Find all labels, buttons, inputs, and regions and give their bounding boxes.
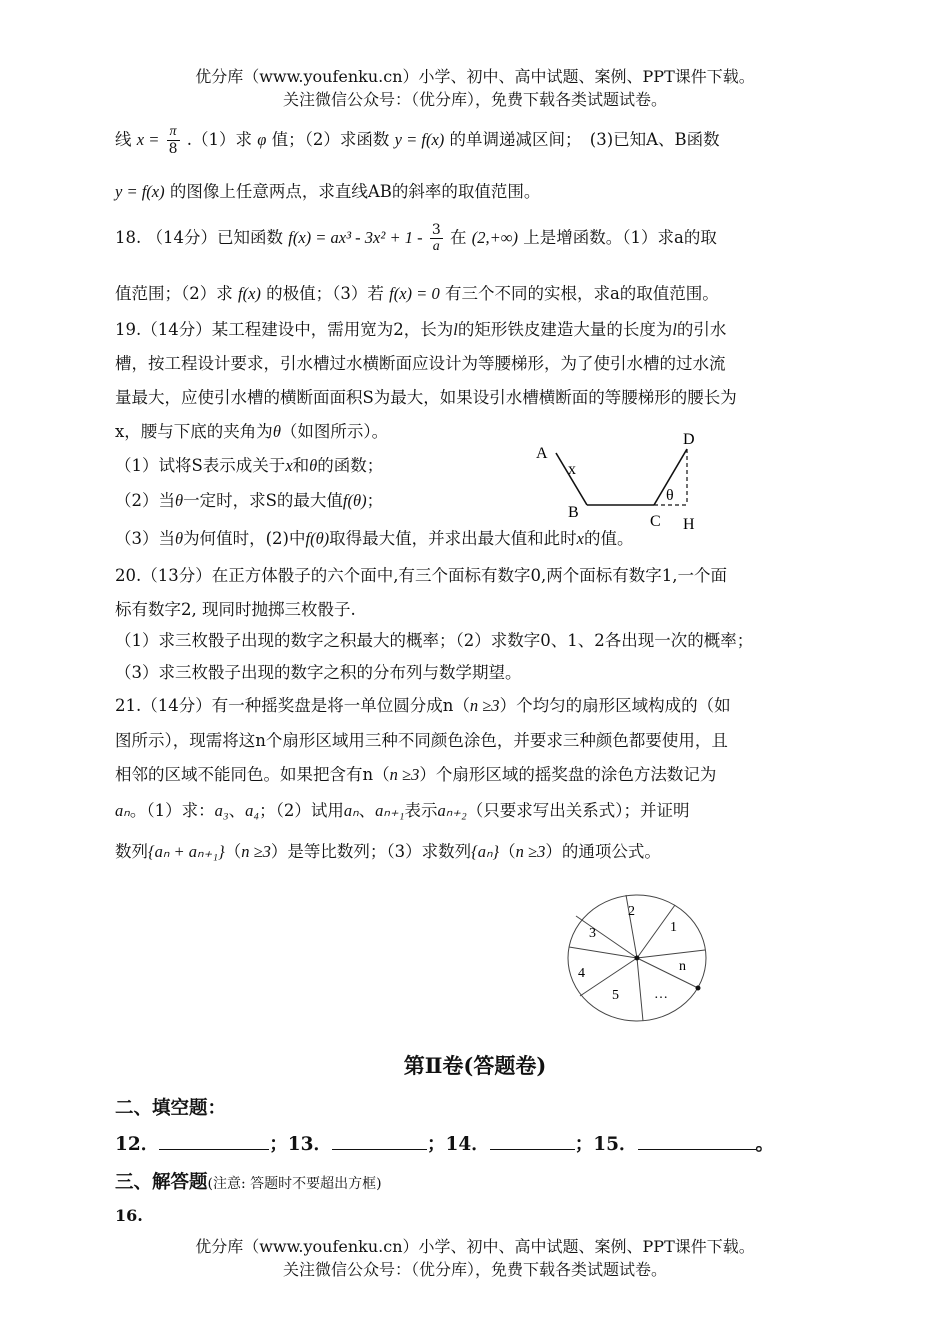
q19-p2c: ； xyxy=(366,491,384,510)
q21-l4b: ；（2）试用 xyxy=(259,801,344,820)
q18-interval: (2,+∞) xyxy=(471,228,519,247)
q20-line-4: （3）求三枚骰子出现的数字之积的分布列与数学期望。 xyxy=(115,663,522,682)
q12-label: 12． xyxy=(115,1134,160,1155)
trapezoid-figure xyxy=(530,425,710,535)
q21-l3a: 相邻的区域不能同色。如果把含有n（ xyxy=(115,765,390,784)
q18-eq: f(x) = 0 xyxy=(389,284,440,303)
q21-l1a: 21.（14分）有一种摇奖盘是将一单位圆分成n（ xyxy=(115,696,470,715)
phi-symbol: φ xyxy=(257,130,267,149)
q19-l1c: 的引水 xyxy=(676,320,727,339)
q18-interval-pre: 在 xyxy=(450,228,467,247)
q14-blank[interactable] xyxy=(490,1131,575,1150)
q18-number: 18. xyxy=(115,228,142,247)
sector-label-2: 2 xyxy=(628,904,635,919)
q19-l: l xyxy=(453,320,458,339)
wheel-center-dot xyxy=(635,956,640,961)
a-3: a₃ xyxy=(214,801,229,820)
q18-line-1 xyxy=(115,222,717,255)
q19-part-2 xyxy=(115,487,383,511)
q17-x-eq: x = xyxy=(136,130,160,149)
sector-label-5: 5 xyxy=(612,988,619,1003)
q21-line-1 xyxy=(115,692,731,716)
q18-l2a: 值范围；（2）求 xyxy=(115,284,233,303)
footer-line-2: 关注微信公众号：（优分库），免费下载各类试题试卷。 xyxy=(282,1260,667,1279)
q19-l4a: x，腰与下底的夹角为 xyxy=(115,422,273,441)
q18-tail: 上是增函数。（1）求a的取 xyxy=(523,228,717,247)
q21-line-4 xyxy=(115,797,689,821)
wheel-spoke xyxy=(637,958,643,1021)
sector-label-3: 3 xyxy=(589,926,596,941)
header-line-1: 优分库（www.youfenku.cn）小学、初中、高中试题、案例、PPT课件下载。 xyxy=(195,67,755,86)
solve-note: (注意: 答题时不要超出方框) xyxy=(207,1176,382,1192)
a-n: aₙ xyxy=(343,801,359,820)
q21-sep: 、 xyxy=(228,801,246,820)
q20-line-2: 标有数字2, 现同时抛掷三枚骰子. xyxy=(115,600,356,619)
q17-prefix: 线 xyxy=(115,130,132,149)
q14-label: ；14． xyxy=(427,1134,490,1155)
label-b: B xyxy=(568,504,579,521)
q17-line-1 xyxy=(115,124,720,157)
sector-label-1: 1 xyxy=(670,920,677,935)
a-n-plus-2: aₙ₊₂ xyxy=(437,801,467,820)
q21-l1b: ）个均匀的扇形区域构成的（如 xyxy=(499,696,731,715)
q19-part-1 xyxy=(115,452,383,476)
wheel-spoke xyxy=(637,950,705,958)
label-a: A xyxy=(536,445,548,462)
q13-label: ；13． xyxy=(269,1134,332,1155)
q19-l4b: （如图所示）。 xyxy=(280,422,389,441)
fill-in-title: 二、填空题： xyxy=(115,1098,227,1119)
sector-label-n: n xyxy=(679,959,686,974)
q19-l-2: l xyxy=(672,320,677,339)
q20-line-1: 20.（13分）在正方体骰子的六个面中,有三个面标有数字0,两个面标有数字1,一个面 xyxy=(115,566,727,585)
q19-line-1 xyxy=(115,316,726,340)
wheel-edge-dot xyxy=(696,986,701,991)
seq-sum: {aₙ + aₙ₊₁} xyxy=(148,842,225,861)
frac-num: 3 xyxy=(431,222,441,238)
q19-line-3: 量最大，应使引水槽的横断面面积S为最大，如果设引水槽横断面的等腰梯形的腰长为 xyxy=(115,388,737,407)
q15-label: ；15． xyxy=(574,1134,638,1155)
q19-p3d: 的值。 xyxy=(584,529,634,548)
x-symbol: x xyxy=(576,529,584,548)
x-symbol: x xyxy=(285,456,293,475)
q21-l5a: 数列 xyxy=(115,842,148,861)
q21-l5b: （ xyxy=(224,842,242,861)
solve-title: 三、解答题 xyxy=(115,1172,208,1193)
q17-fx: y = f(x) xyxy=(394,130,445,149)
q21-line-3 xyxy=(115,761,716,785)
q18-line-2 xyxy=(115,280,719,304)
frac-den: a xyxy=(432,239,440,254)
q21-l3b: ）个扇形区域的摇奖盘的涂色方法数记为 xyxy=(419,765,717,784)
q21-l4d: 表示 xyxy=(404,801,438,820)
q12-blank[interactable] xyxy=(159,1131,269,1150)
q21-cond: n ≥3 xyxy=(389,765,420,784)
q21-l4e: （只要求写出关系式）；并证明 xyxy=(466,801,690,820)
theta-symbol: θ xyxy=(175,491,184,510)
label-h: H xyxy=(683,516,695,533)
q19-p2a: （2）当 xyxy=(115,491,175,510)
q18-l2c: 有三个不同的实根，求a的取值范围。 xyxy=(444,284,719,303)
q21-cond: n ≥3 xyxy=(241,842,271,861)
wheel-spoke xyxy=(576,916,637,958)
q21-l5c: ）是等比数列；（3）求数列 xyxy=(270,842,472,861)
q21-cond: n ≥3 xyxy=(515,842,546,861)
three-over-a-fraction xyxy=(430,222,443,255)
label-d: D xyxy=(683,431,695,448)
label-theta: θ xyxy=(666,487,674,504)
q19-line-2: 槽，按工程设计要求，引水槽过水横断面应设计为等腰梯形，为了使引水槽的过水流 xyxy=(115,354,726,373)
q19-p1a: （1）试将S表示成关于 xyxy=(115,456,286,475)
q19-p1c: 的函数； xyxy=(317,456,384,475)
wheel-spoke xyxy=(637,958,698,988)
f-theta: f(θ) xyxy=(305,529,330,548)
q20-line-3: （1）求三枚骰子出现的数字之积最大的概率；（2）求数字0、1、2各出现一次的概率； xyxy=(115,631,754,650)
q17-text-2: 的图像上任意两点，求直线AB的斜率的取值范围。 xyxy=(169,182,541,201)
q17-part2: 值；（2）求函数 xyxy=(271,130,390,149)
a-n-plus-1: aₙ₊₁ xyxy=(375,801,405,820)
q19-l1a: 19.（14分）某工程建设中，需用宽为2，长为 xyxy=(115,320,454,339)
q21-l5e: ）的通项公式。 xyxy=(545,842,661,861)
q21-cond: n ≥3 xyxy=(469,696,500,715)
q21-l4a: 。（1）求： xyxy=(129,801,215,820)
theta-symbol: θ xyxy=(309,456,318,475)
frac-num: π xyxy=(167,124,180,141)
theta-symbol: θ xyxy=(175,529,184,548)
fill-end: 。 xyxy=(755,1134,775,1155)
q16-label: 16. xyxy=(115,1206,143,1225)
q19-p3b: 为何值时，(2)中 xyxy=(183,529,306,548)
q17-fx-2: y = f(x) xyxy=(115,182,165,201)
wheel-spoke xyxy=(569,947,637,958)
label-c: C xyxy=(650,513,661,530)
q21-line-5 xyxy=(115,838,661,862)
part2-title: 第Ⅱ卷(答题卷) xyxy=(403,1053,547,1078)
theta-symbol: θ xyxy=(272,422,281,441)
footer-line-1: 优分库（www.youfenku.cn）小学、初中、高中试题、案例、PPT课件下载。 xyxy=(195,1237,755,1256)
a-n: aₙ xyxy=(115,801,130,820)
seq-an: {aₙ} xyxy=(471,842,500,861)
q21-line-2: 图所示），现需将这n个扇形区域用三种不同颜色涂色，并要求三种颜色都要使用，且 xyxy=(115,731,728,750)
lottery-wheel-figure xyxy=(562,890,712,1030)
header-line-2: 关注微信公众号：（优分库），免费下载各类试题试卷。 xyxy=(282,90,667,109)
q19-p2b: 一定时，求S的最大值 xyxy=(183,491,343,510)
q15-blank[interactable] xyxy=(638,1131,756,1150)
q18-function: f(x) = ax³ - 3x² + 1 - xyxy=(288,228,423,247)
a-4: a₄ xyxy=(245,801,260,820)
q19-p1b: 和 xyxy=(292,456,310,475)
q13-blank[interactable] xyxy=(332,1131,427,1150)
sector-label-4: 4 xyxy=(578,966,585,981)
q18-score: （14分）已知函数 xyxy=(146,228,283,247)
frac-den: 8 xyxy=(168,141,178,157)
q19-l1b: 的矩形铁皮建造大量的长度为 xyxy=(457,320,673,339)
solve-title-line xyxy=(115,1168,382,1194)
wheel-spoke xyxy=(580,958,637,996)
sector-label-dots: … xyxy=(654,987,668,1002)
q19-p3a: （3）当 xyxy=(115,529,175,548)
q21-l5d: （ xyxy=(499,842,516,861)
q21-l4c: 、 xyxy=(358,801,376,820)
q17-part1: .（1）求 xyxy=(186,130,253,149)
q18-l2b: 的极值；（3）若 xyxy=(266,284,384,303)
q19-p3c: 取得最大值，并求出最大值和此时 xyxy=(329,529,577,548)
q18-fx: f(x) xyxy=(238,284,261,303)
q19-line-4 xyxy=(115,418,388,442)
f-theta: f(θ) xyxy=(342,491,367,510)
q17-part3: 的单调递减区间； (3)已知A、B函数 xyxy=(449,130,720,149)
pi-over-8-fraction xyxy=(167,124,180,157)
q17-line-2 xyxy=(115,178,540,202)
label-x: x xyxy=(568,461,576,478)
fill-in-answers xyxy=(115,1130,774,1156)
